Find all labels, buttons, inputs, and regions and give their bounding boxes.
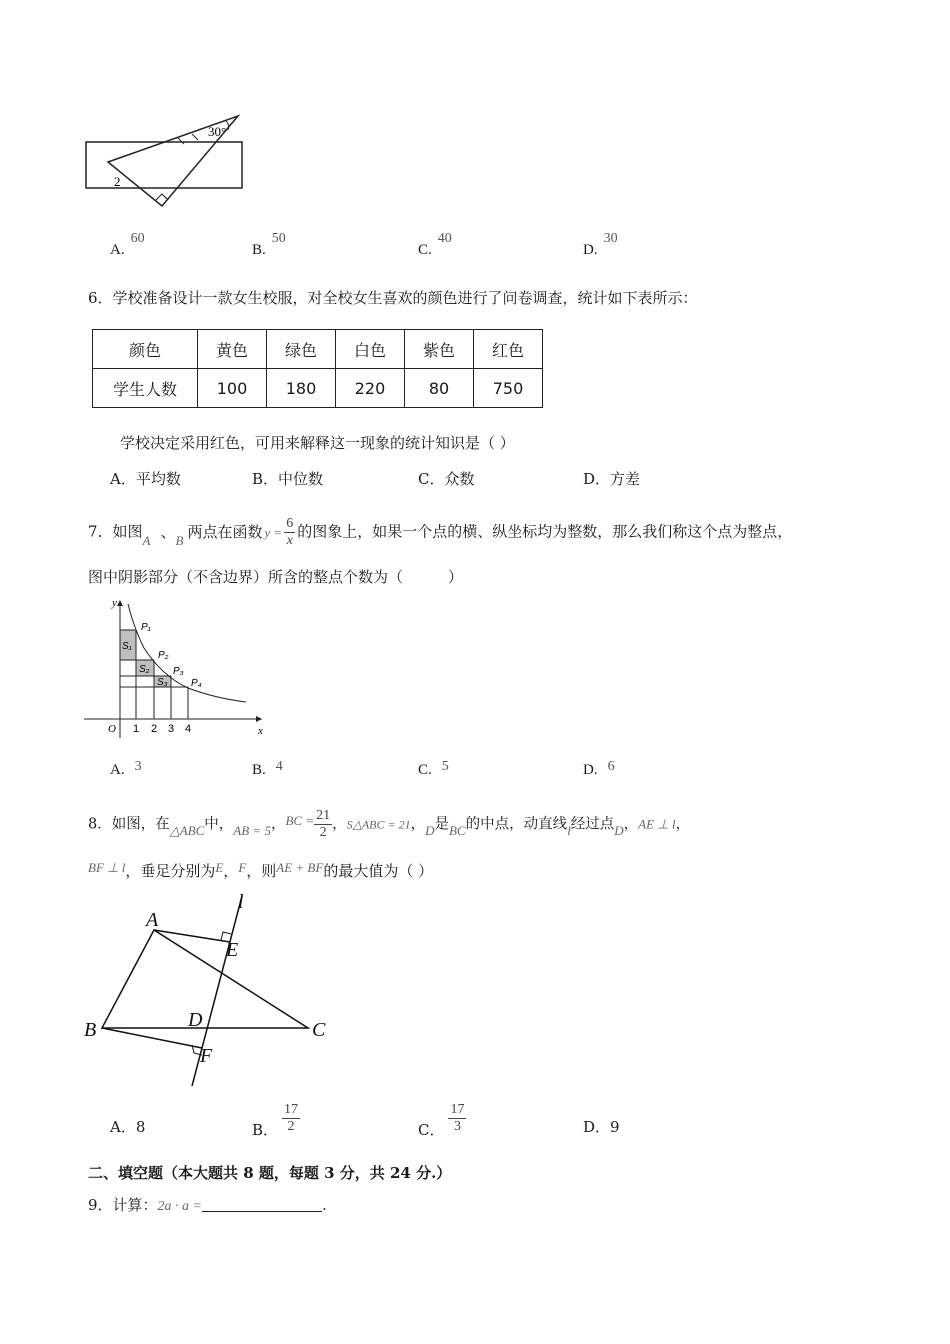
option-value: 8 xyxy=(135,1118,146,1136)
q7-graph xyxy=(84,596,274,740)
expr-sum: AE + BF xyxy=(276,860,324,875)
expr-bc-lhs: BC = xyxy=(285,812,315,828)
region-label-s1: S₁ xyxy=(122,641,132,652)
option-value: 5 xyxy=(441,759,449,774)
text: 、 xyxy=(160,522,176,541)
q6-stem: 6．学校准备设计一款女生校服，对全校女生喜欢的颜色进行了问卷调查，统计如下表所示： xyxy=(88,289,698,307)
point-a: A xyxy=(142,532,151,548)
q8-figure xyxy=(80,890,340,1090)
option-label: C． xyxy=(418,1120,445,1139)
axis-label-x: x xyxy=(258,725,263,737)
expr-d: D xyxy=(425,822,435,838)
label-f: F xyxy=(200,1045,213,1067)
table-cell: 180 xyxy=(267,369,336,408)
label-d: D xyxy=(188,1009,203,1031)
text: 8．如图，在 xyxy=(88,816,170,833)
answer-blank[interactable] xyxy=(202,1197,322,1212)
frac-num: 17 xyxy=(284,1102,299,1117)
option-label: D． xyxy=(583,1118,611,1136)
text: ， xyxy=(675,816,690,833)
table-cell: 750 xyxy=(474,369,543,408)
option-label: C. xyxy=(418,242,432,258)
option-label: D. xyxy=(583,762,598,778)
func-fraction xyxy=(284,516,295,549)
table-cell: 80 xyxy=(405,369,474,408)
q8-option-d[interactable] xyxy=(583,1116,620,1137)
option-fraction xyxy=(282,1102,300,1135)
q8-stem-line2 xyxy=(88,860,433,881)
option-value: 9 xyxy=(610,1118,620,1136)
label-c: C xyxy=(312,1019,326,1041)
text: 7．如图 xyxy=(88,522,143,541)
q6-table xyxy=(92,329,543,408)
frac-num: 21 xyxy=(316,808,331,823)
option-label: A． xyxy=(110,470,136,488)
table-cell: 绿色 xyxy=(267,330,336,369)
expr-area: S△ABC = 21 xyxy=(346,817,411,832)
option-label: C． xyxy=(418,470,445,488)
q5-ruler xyxy=(86,142,242,188)
option-value: 60 xyxy=(130,231,145,246)
option-label: D． xyxy=(583,470,611,488)
option-label: B. xyxy=(252,762,266,778)
option-value: 40 xyxy=(437,231,452,246)
q5-option-b[interactable] xyxy=(252,231,286,259)
q7-option-b[interactable] xyxy=(252,760,283,779)
expr-tri: △ABC xyxy=(169,822,205,838)
tick-label: 3 xyxy=(168,723,175,735)
tick-label: 2 xyxy=(151,723,158,735)
table-cell: 白色 xyxy=(336,330,405,369)
frac-den: x xyxy=(286,533,293,548)
q6-option-a[interactable] xyxy=(110,468,181,489)
text: ，垂足分别为 xyxy=(125,862,216,880)
option-fraction xyxy=(448,1102,466,1135)
option-value: 平均数 xyxy=(135,470,181,488)
text: 的中点，动直线 xyxy=(465,816,568,833)
label-e: E xyxy=(226,939,239,961)
option-label: A． xyxy=(110,1118,136,1136)
q5-option-d[interactable] xyxy=(583,231,618,259)
q7-option-d[interactable] xyxy=(583,760,615,779)
table-cell: 颜色 xyxy=(93,330,198,369)
q6-option-b[interactable] xyxy=(252,468,323,489)
q7-stem-line1 xyxy=(88,516,792,549)
option-label: A. xyxy=(110,242,125,258)
option-value: 50 xyxy=(271,231,286,246)
expr-q9: 2a · a = xyxy=(157,1199,202,1214)
text: 的最大值为（ ） xyxy=(323,862,434,880)
bc-fraction xyxy=(314,808,332,841)
option-label: B. xyxy=(252,242,266,258)
section-title: 二、填空题（本大题共 8 题，每题 3 分，共 24 分.） xyxy=(88,1164,452,1182)
text: ， xyxy=(270,816,286,833)
option-label: B． xyxy=(252,1120,279,1139)
q6-option-d[interactable] xyxy=(583,468,640,489)
tick-label: 1 xyxy=(133,723,140,735)
triangle-abc xyxy=(102,930,308,1028)
q9-stem xyxy=(88,1194,327,1215)
q5-option-c[interactable] xyxy=(418,231,452,259)
region-label-s3: S₃ xyxy=(157,677,168,688)
option-label: A. xyxy=(110,762,125,778)
point-label-p2: P₂ xyxy=(158,650,169,661)
text: ， xyxy=(410,816,426,833)
text: ， xyxy=(332,816,347,833)
q7-option-a[interactable] xyxy=(110,760,142,779)
frac-den: 2 xyxy=(287,1119,295,1134)
text: . xyxy=(322,1196,327,1214)
q8-option-a[interactable] xyxy=(110,1116,145,1137)
text: 9．计算： xyxy=(88,1196,158,1214)
expr-ae: AE ⊥ l xyxy=(638,816,676,832)
table-cell: 220 xyxy=(336,369,405,408)
point-b: B xyxy=(175,532,184,548)
segment-bf xyxy=(102,1028,202,1048)
expr-d2: D xyxy=(614,822,624,838)
label-b: B xyxy=(84,1019,97,1041)
text: 的图象上，如果一个点的横、纵坐标均为整数，那么我们称这个点为整点， xyxy=(297,522,793,541)
table-cell: 100 xyxy=(198,369,267,408)
axis-label-y: y xyxy=(112,597,117,609)
expr-l: l xyxy=(567,822,571,838)
tick-label: 4 xyxy=(185,723,192,735)
table-cell: 红色 xyxy=(474,330,543,369)
table-cell: 紫色 xyxy=(405,330,474,369)
q5-figure xyxy=(80,110,250,210)
frac-den: 2 xyxy=(319,825,327,840)
option-value: 4 xyxy=(275,759,283,774)
func-lhs: y = xyxy=(264,524,283,540)
expr-f: F xyxy=(238,860,247,875)
option-value: 中位数 xyxy=(278,470,324,488)
expr-e: E xyxy=(215,860,224,875)
text: 经过点 xyxy=(570,816,615,833)
table-row xyxy=(93,369,543,408)
q6-option-c[interactable] xyxy=(418,468,475,489)
option-value: 3 xyxy=(134,759,142,774)
q5-angle-30: 30° xyxy=(208,124,227,139)
q7-stem-line2: 图中阴影部分（不含边界）所含的整点个数为（ ） xyxy=(88,568,464,586)
option-value: 30 xyxy=(603,231,618,246)
point-label-p3: P₃ xyxy=(173,666,184,677)
q5-option-a[interactable] xyxy=(110,231,145,259)
table-row xyxy=(93,330,543,369)
option-label: C. xyxy=(418,762,432,778)
origin-label: O xyxy=(108,723,116,735)
text: ， xyxy=(223,862,239,880)
text: ， xyxy=(623,816,639,833)
q5-angle-2: 2 xyxy=(114,174,121,189)
point-label-p4: P₄ xyxy=(191,678,202,689)
option-label: D. xyxy=(583,242,598,258)
text: 中， xyxy=(204,816,234,833)
option-value: 6 xyxy=(607,759,615,774)
expr-bc: BC xyxy=(448,822,466,838)
text: ，则 xyxy=(246,862,277,880)
label-a: A xyxy=(146,909,159,931)
option-label: B． xyxy=(252,470,279,488)
expr-bf: BF ⊥ l xyxy=(88,860,126,875)
frac-den: 3 xyxy=(453,1119,461,1134)
segment-ae xyxy=(154,930,230,942)
q8-option-b[interactable] xyxy=(252,1102,300,1139)
text: 两点在函数 xyxy=(187,522,263,541)
point-label-p1: P₁ xyxy=(141,622,151,633)
label-l: l xyxy=(238,891,244,913)
region-label-s2: S₂ xyxy=(139,664,150,675)
frac-num: 6 xyxy=(286,516,294,531)
q7-option-c[interactable] xyxy=(418,760,449,779)
table-cell: 黄色 xyxy=(198,330,267,369)
q8-stem-line1 xyxy=(88,808,690,841)
q6-followup: 学校决定采用红色，可用来解释这一现象的统计知识是（ ） xyxy=(120,434,515,452)
expr-ab: AB = 5 xyxy=(233,822,271,838)
option-value: 众数 xyxy=(444,470,475,488)
frac-num: 17 xyxy=(450,1102,465,1117)
text: 是 xyxy=(434,816,449,833)
table-cell: 学生人数 xyxy=(93,369,198,408)
q8-option-c[interactable] xyxy=(418,1102,466,1139)
option-value: 方差 xyxy=(610,470,641,488)
